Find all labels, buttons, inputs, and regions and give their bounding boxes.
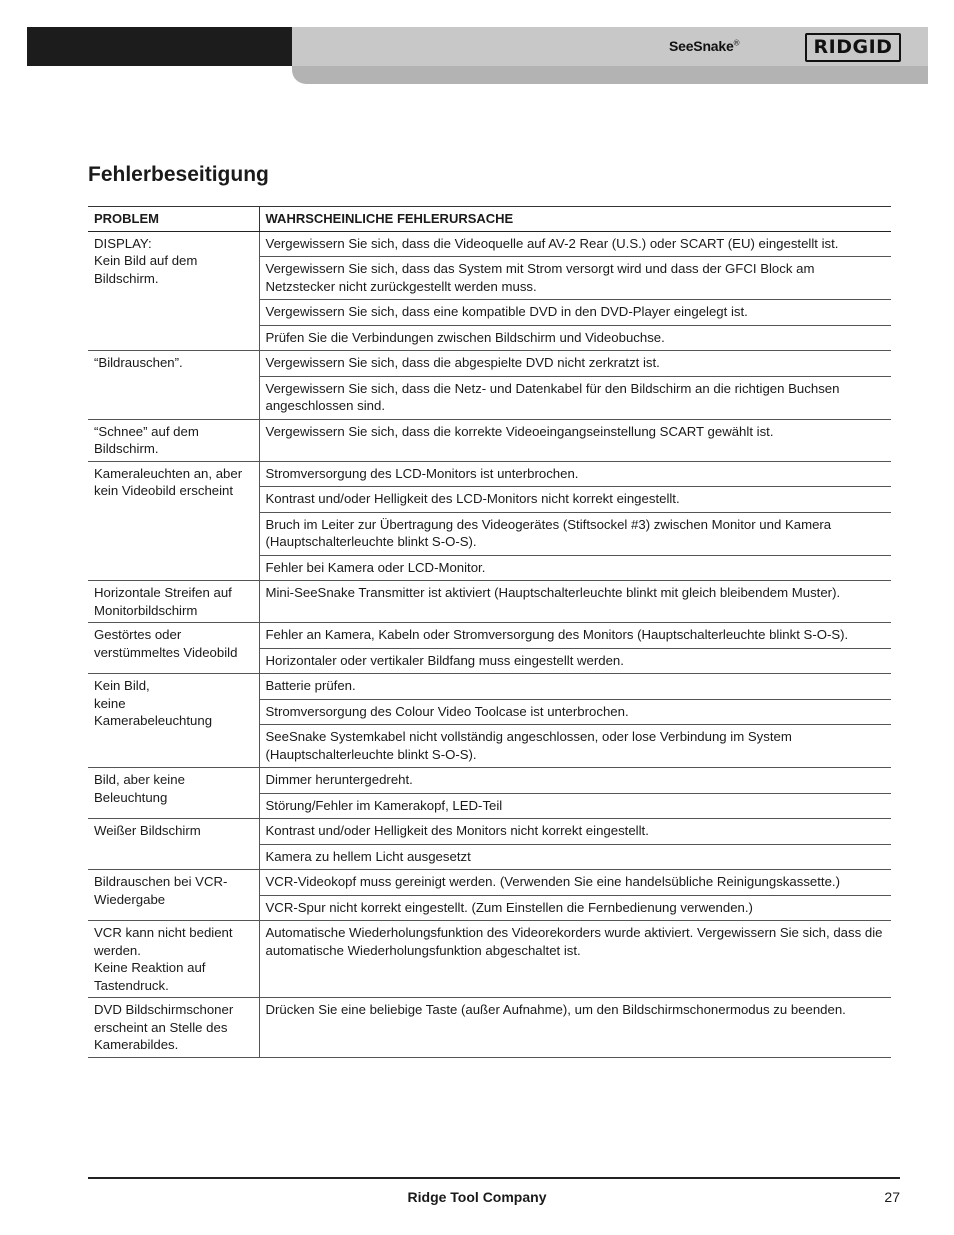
table-row [88,674,891,700]
problem-cell [88,674,259,768]
cause-cell: Vergewissern Sie sich, dass die Netz- und Datenkabel für den Bildschirm an die richtigen Buchsen angeschlossen sind. [259,376,891,419]
page-number: 27 [884,1189,900,1205]
footer-rule [88,1177,900,1179]
registered-mark: ® [733,38,740,48]
table-row [88,623,891,649]
cause-cell: Fehler bei Kamera oder LCD-Monitor. [259,555,891,581]
problem-cell [88,231,259,351]
problem-cell [88,768,259,819]
cause-cell: Stromversorgung des LCD-Monitors ist unterbrochen. [259,461,891,487]
problem-text: “Schnee” auf dem Bildschirm. [94,423,199,456]
cause-cell: Vergewissern Sie sich, dass die korrekte Videoeingangseinstellung SCART gewählt ist. [259,419,891,461]
problem-text: Bild, aber keine Beleuchtung [94,772,185,805]
problem-text: Kein Bild, keine Kamerabeleuchtung [94,678,213,728]
ridgid-logo: RIDGID [805,33,901,62]
table-row [88,921,891,998]
cause-cell: VCR-Spur nicht korrekt eingestellt. (Zum Einstellen die Fernbedienung verwenden.) [259,895,891,921]
cause-cell: Fehler an Kamera, Kabeln oder Stromversorgung des Monitors (Hauptschalterleuchte blinkt S-O-S). [259,623,891,649]
problem-cell [88,921,259,998]
troubleshooting-table [88,206,891,1058]
problem-cell [88,623,259,674]
column-header-cause: WAHRSCHEINLICHE FEHLERURSACHE [259,207,891,232]
problem-text: Bildrauschen bei VCR-Wiedergabe [94,874,228,907]
problem-text: VCR kann nicht bedient werden. Keine Reaktion auf Tastendruck. [94,925,233,993]
cause-cell: Kontrast und/oder Helligkeit des Monitors nicht korrekt eingestellt. [259,819,891,845]
cause-cell: VCR-Videokopf muss gereinigt werden. (Verwenden Sie eine handelsübliche Reinigungskassette.) [259,870,891,896]
problem-cell [88,351,259,420]
cause-cell: Mini-SeeSnake Transmitter ist aktiviert (Hauptschalterleuchte blinkt mit gleich bleibendem Muster). [259,581,891,623]
table-body [88,231,891,1057]
cause-cell: Vergewissern Sie sich, dass die Videoquelle auf AV-2 Rear (U.S.) oder SCART (EU) eingestellt ist. [259,231,891,257]
problem-text: Kameraleuchten an, aber kein Videobild erscheint [94,465,243,498]
header-gray-strip [292,66,928,84]
cause-cell: Kamera zu hellem Licht ausgesetzt [259,844,891,870]
table-row [88,419,891,461]
column-header-problem: PROBLEM [88,207,259,232]
cause-cell: Vergewissern Sie sich, dass das System mit Strom versorgt wird und dass der GFCI Block am Netzstecker nicht zurückgestellt werden muss. [259,257,891,300]
problem-cell [88,581,259,623]
cause-cell: Prüfen Sie die Verbindungen zwischen Bildschirm und Videobuchse. [259,325,891,351]
problem-text: DISPLAY: Kein Bild auf dem Bildschirm. [94,235,198,286]
cause-cell: Kontrast und/oder Helligkeit des LCD-Monitors nicht korrekt eingestellt. [259,487,891,513]
cause-cell: Bruch im Leiter zur Übertragung des Videogerätes (Stiftsockel #3) zwischen Monitor und Kamera (Hauptschalterleuchte blinkt S-O-S). [259,512,891,555]
cause-cell: Störung/Fehler im Kamerakopf, LED-Teil [259,793,891,819]
header-black-bar [27,27,292,66]
cause-cell: Horizontaler oder vertikaler Bildfang muss eingestellt werden. [259,648,891,674]
problem-text: “Bildrauschen”. [94,355,183,370]
problem-text: Gestörtes oder verstümmeltes Videobild [94,627,238,660]
cause-cell: Stromversorgung des Colour Video Toolcase ist unterbrochen. [259,699,891,725]
cause-cell: Drücken Sie eine beliebige Taste (außer Aufnahme), um den Bildschirmschonermodus zu beenden. [259,998,891,1058]
cause-cell: Dimmer heruntergedreht. [259,768,891,794]
cause-cell: Vergewissern Sie sich, dass die abgespielte DVD nicht zerkratzt ist. [259,351,891,377]
problem-cell [88,819,259,870]
table-row [88,998,891,1058]
problem-cell [88,419,259,461]
table-header-row [88,207,891,232]
table-row [88,231,891,257]
brand-name: SeeSnake® [669,38,740,54]
table-row [88,581,891,623]
table-row [88,351,891,377]
cause-cell: Batterie prüfen. [259,674,891,700]
cause-cell: Automatische Wiederholungsfunktion des Videorekorders wurde aktiviert. Vergewissern Sie sich, dass die automatische Wiederholungsfunktion abgeschaltet ist. [259,921,891,998]
problem-text: Horizontale Streifen auf Monitorbildschirm [94,585,232,618]
problem-text: DVD Bildschirmschoner erscheint an Stelle des Kamerabildes. [94,1002,234,1052]
table-row [88,870,891,896]
cause-cell: Vergewissern Sie sich, dass eine kompatible DVD in den DVD-Player eingelegt ist. [259,300,891,326]
cause-cell: SeeSnake Systemkabel nicht vollständig angeschlossen, oder lose Verbindung im System (Hauptschalterleuchte blinkt S-O-S). [259,725,891,768]
footer-company: Ridge Tool Company [407,1189,547,1205]
table-row [88,768,891,794]
problem-cell [88,461,259,581]
table-row [88,819,891,845]
problem-text: Weißer Bildschirm [94,823,201,838]
problem-cell [88,870,259,921]
table-row [88,461,891,487]
page-title: Fehlerbeseitigung [88,163,269,186]
problem-cell [88,998,259,1058]
